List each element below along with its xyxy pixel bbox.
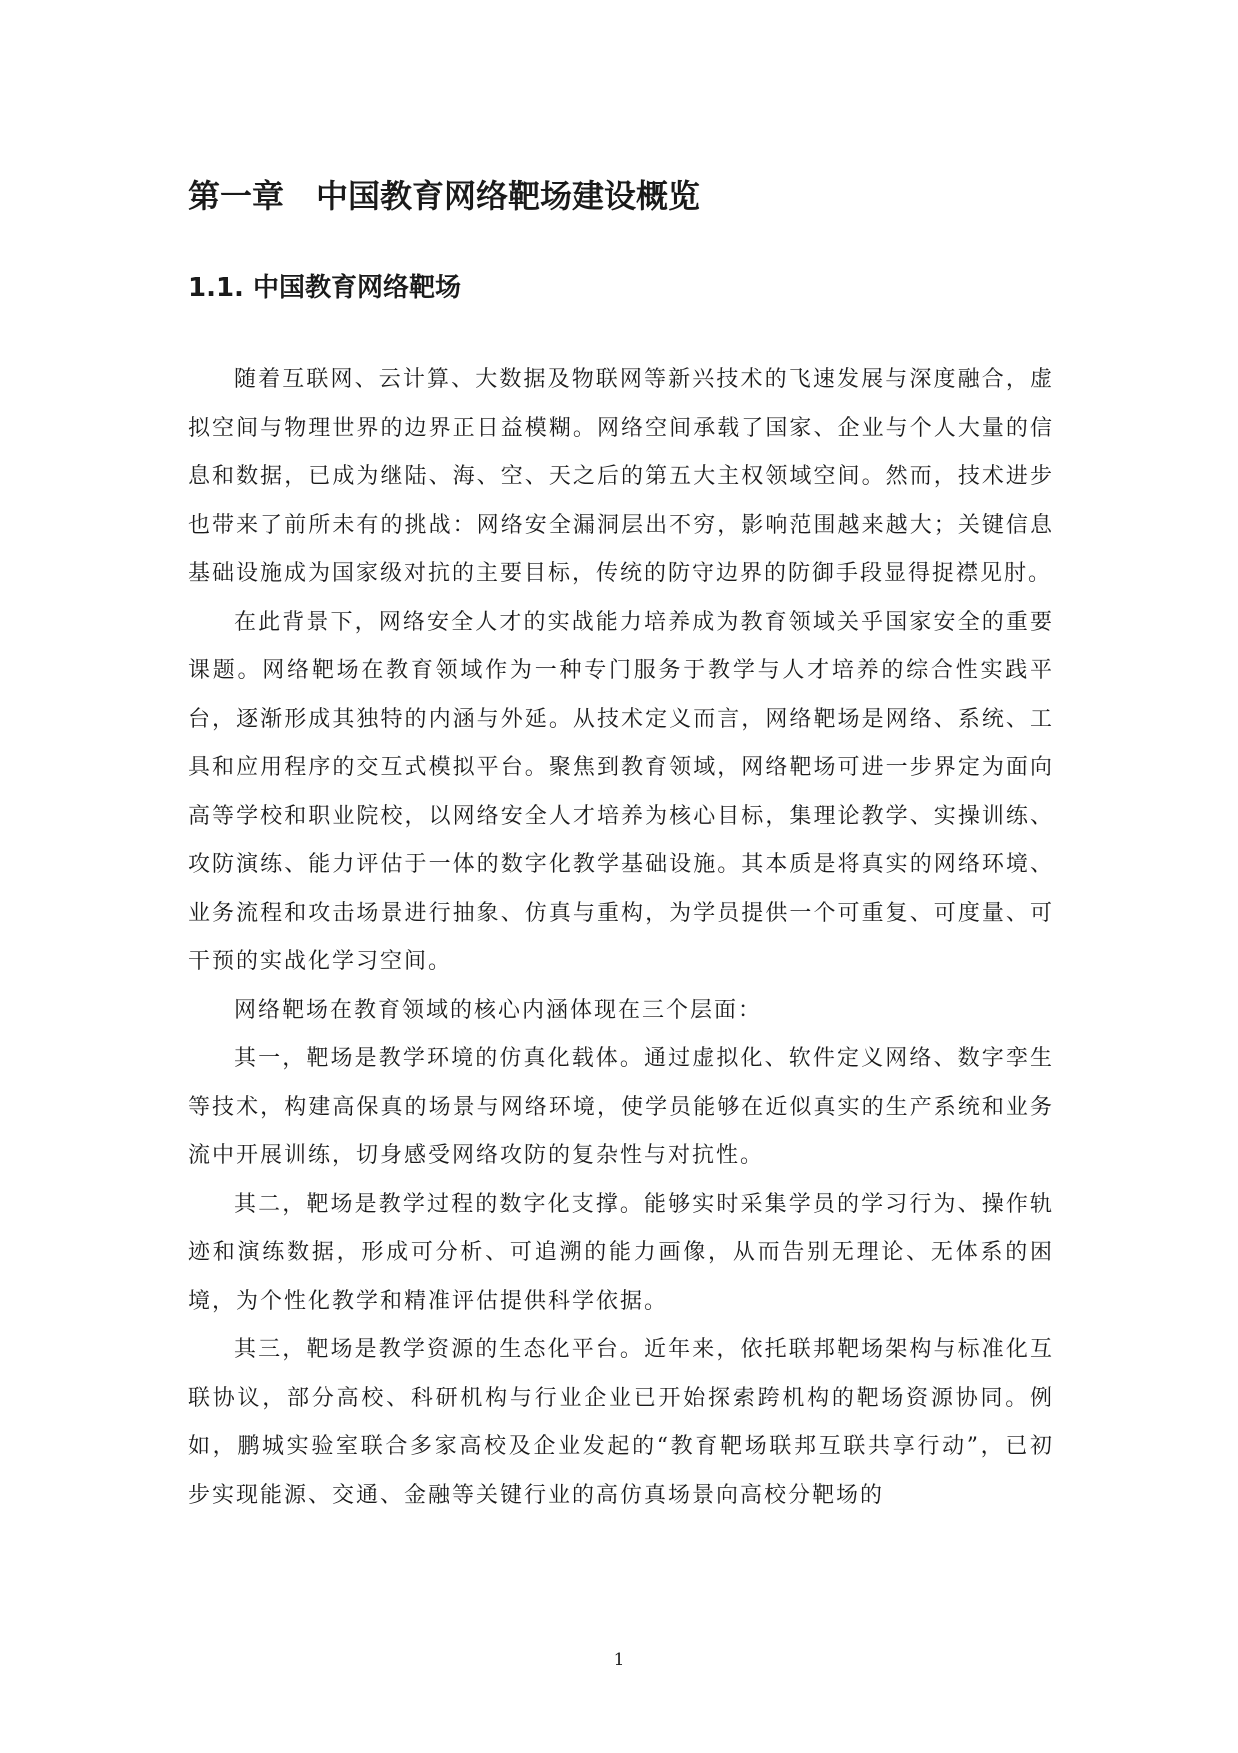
chapter-title (188, 172, 700, 220)
chapter-label: 第一章 (188, 177, 285, 215)
paragraph-1: 随着互联网、云计算、大数据及物联网等新兴技术的飞速发展与深度融合，虚拟空间与物理世界的边界正日益模糊。网络空间承载了国家、企业与个人大量的信息和数据，已成为继陆、海、空、天之后的第五大主权领域空间。然而，技术进步也带来了前所未有的挑战：网络安全漏洞层出不穷，影响范围越来越大；关键信息基础设施成为国家级对抗的主要目标，传统的防守边界的防御手段显得捉襟见肘。 (188, 367, 1054, 586)
paragraph-3: 网络靶场在教育领域的核心内涵体现在三个层面： (234, 997, 763, 1023)
paragraph-2: 在此背景下，网络安全人才的实战能力培养成为教育领域关乎国家安全的重要课题。网络靶场在教育领域作为一种专门服务于教学与人才培养的综合性实践平台，逐渐形成其独特的内涵与外延。从技术定义而言，网络靶场是网络、系统、工具和应用程序的交互式模拟平台。聚焦到教育领域，网络靶场可进一步界定为面向高等学校和职业院校，以网络安全人才培养为核心目标，集理论教学、实操训练、攻防演练、能力评估于一体的数字化教学基础设施。其本质是将真实的网络环境、业务流程和攻击场景进行抽象、仿真与重构，为学员提供一个可重复、可度量、可干预的实战化学习空间。 (188, 609, 1054, 974)
page-number: 1 (613, 1650, 625, 1670)
section-title-text: 中国教育网络靶场 (253, 273, 462, 303)
paragraph-4: 其一，靶场是教学环境的仿真化载体。通过虚拟化、软件定义网络、数字孪生等技术，构建高保真的场景与网络环境，使学员能够在近似真实的生产系统和业务流中开展训练，切身感受网络攻防的复杂性与对抗性。 (188, 1046, 1054, 1168)
body-text (188, 356, 1054, 1520)
section-title (188, 268, 461, 308)
paragraph-6: 其三，靶场是教学资源的生态化平台。近年来，依托联邦靶场架构与标准化互联协议，部分高校、科研机构与行业企业已开始探索跨机构的靶场资源协同。例如，鹏城实验室联合多家高校及企业发起的“教育靶场联邦互联共享行动”，已初步实现能源、交通、金融等关键行业的高仿真场景向高校分靶场的 (188, 1337, 1054, 1508)
chapter-title-text: 中国教育网络靶场建设概览 (316, 177, 701, 215)
paragraph-5: 其二，靶场是教学过程的数字化支撑。能够实时采集学员的学习行为、操作轨迹和演练数据，形成可分析、可追溯的能力画像，从而告别无理论、无体系的困境，为个性化教学和精准评估提供科学依据。 (188, 1191, 1054, 1314)
section-number: 1.1. (188, 273, 244, 303)
